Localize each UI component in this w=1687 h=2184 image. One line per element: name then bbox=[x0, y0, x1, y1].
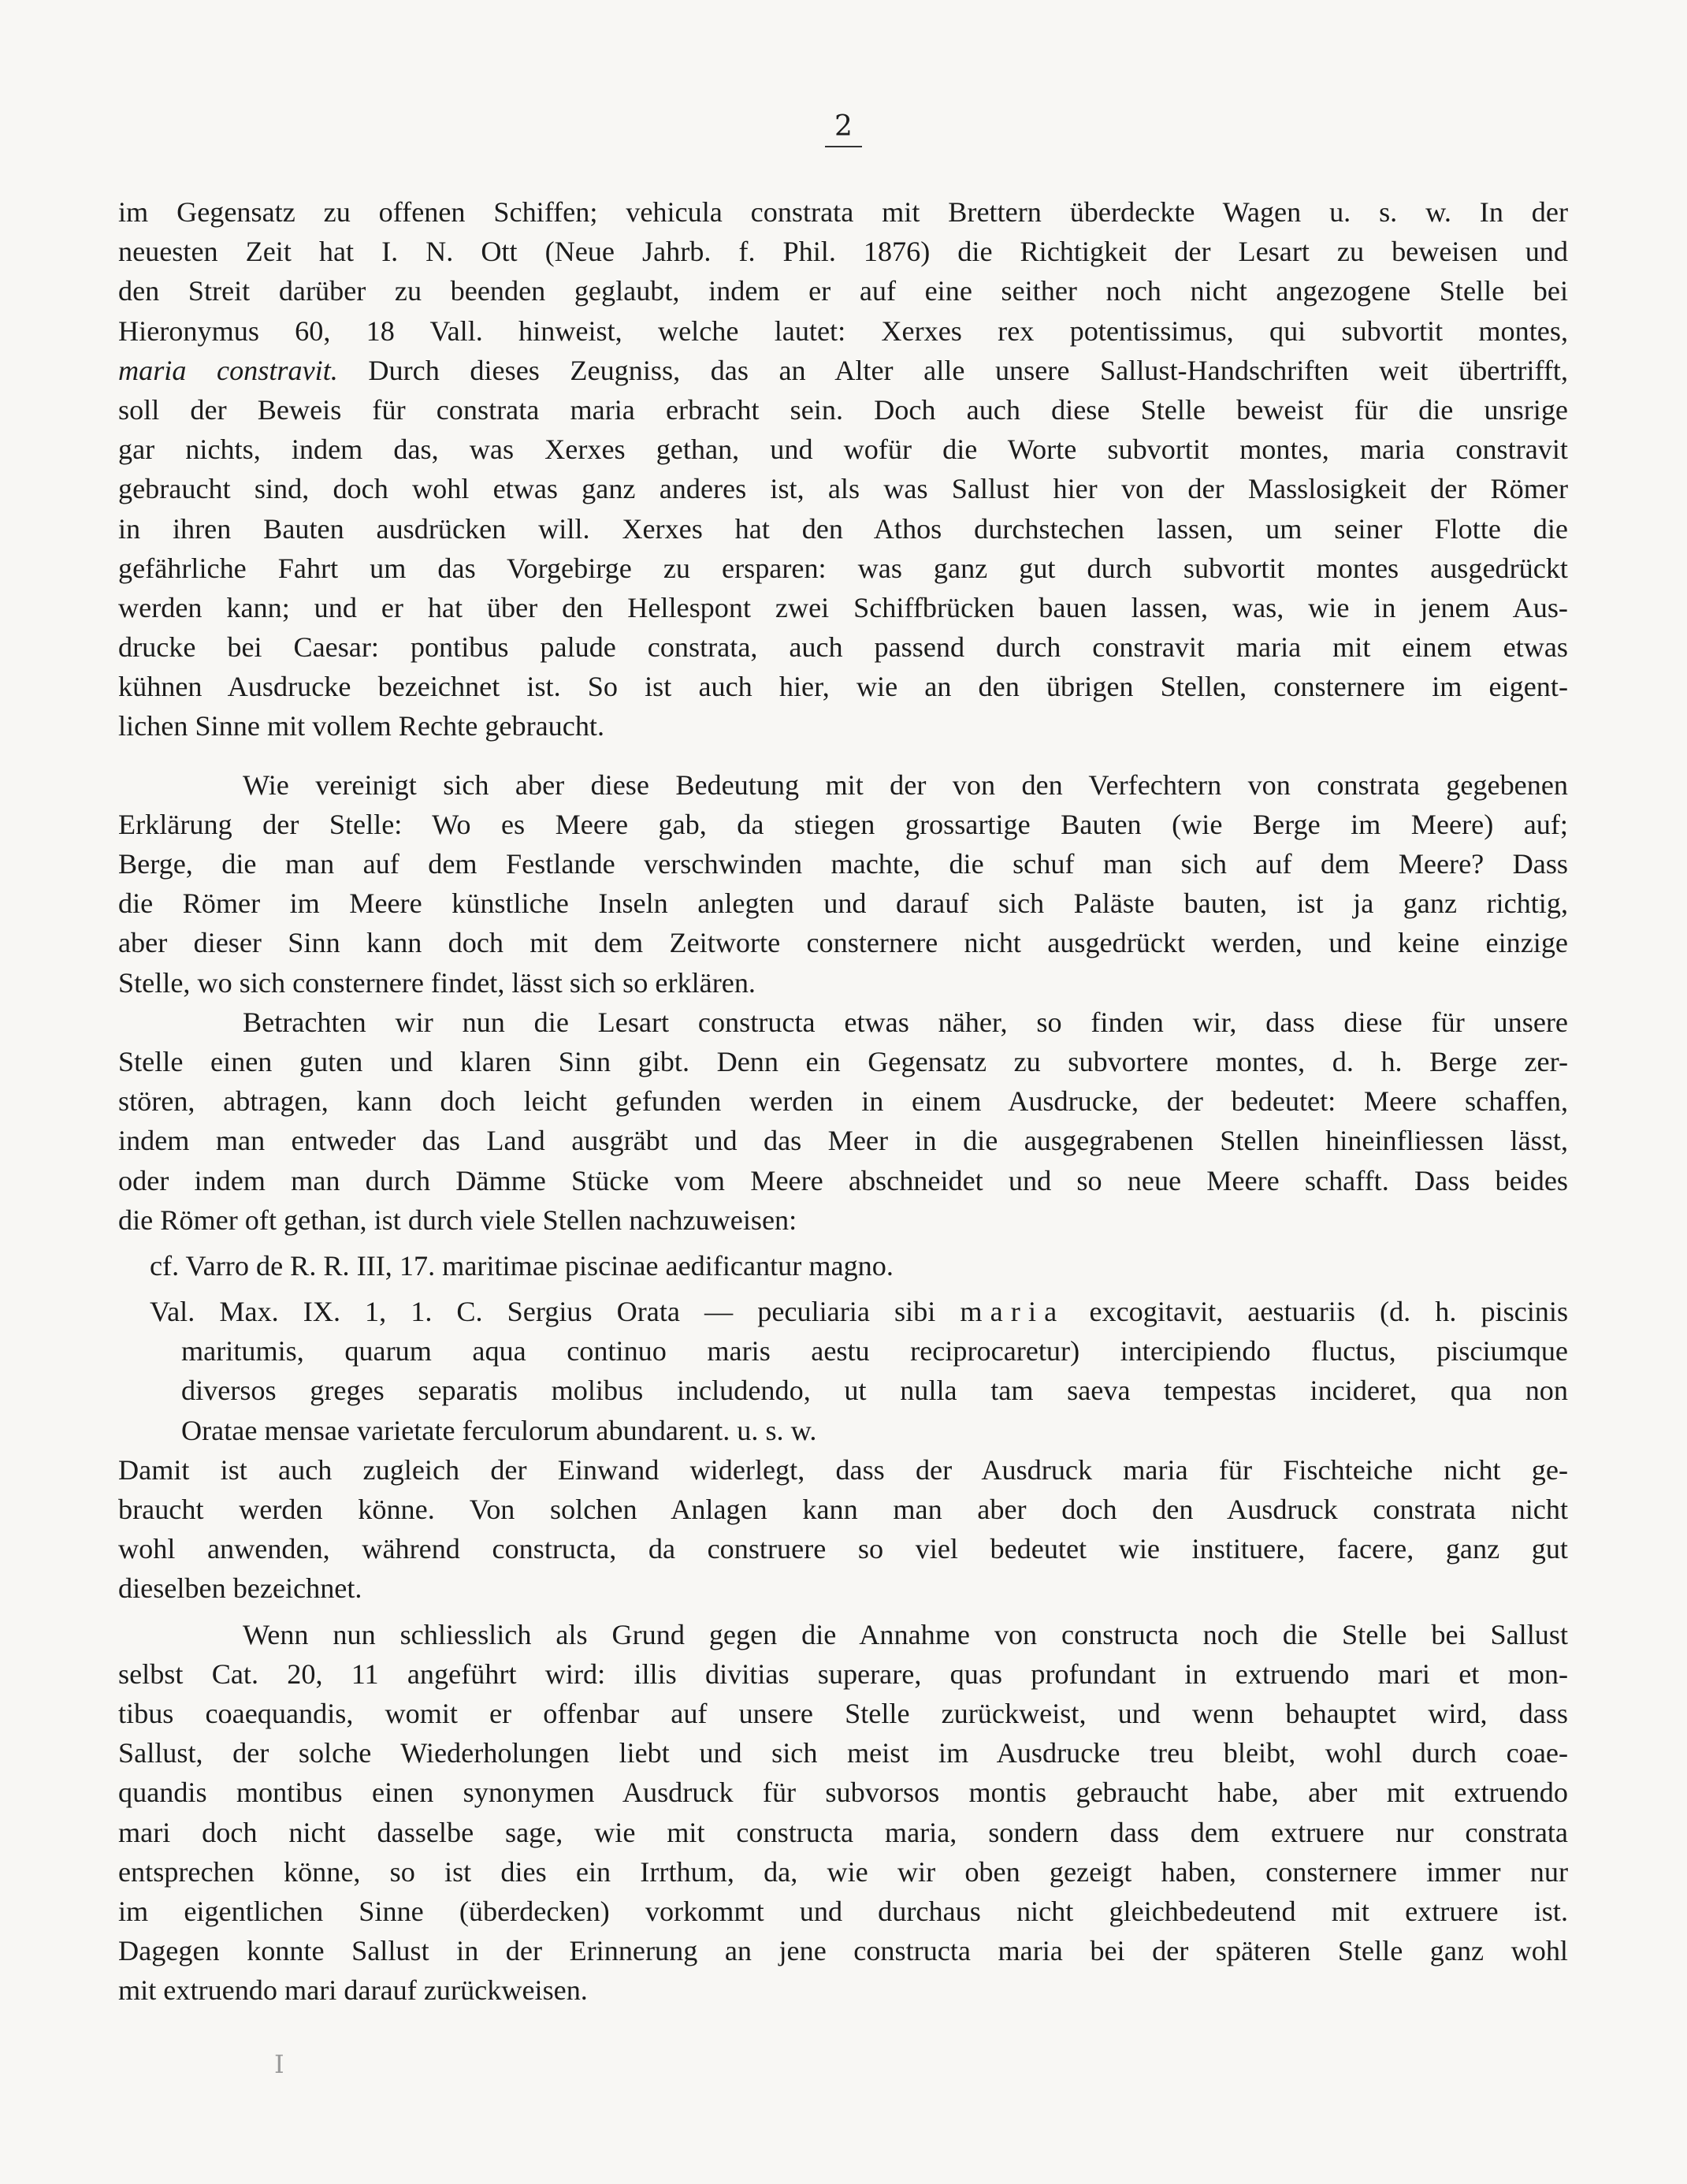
text-line: Berge, die man auf dem Festlande verschwinden machte, die schuf man sich auf dem Meere? Dass bbox=[118, 848, 1568, 880]
text-line: Stelle, wo sich consternere findet, lässt sich so erklären. bbox=[118, 966, 756, 999]
text-line: neuesten Zeit hat I. N. Ott (Neue Jahrb. f. Phil. 1876) die Richtigkeit der Lesart zu beweisen und bbox=[118, 236, 1568, 268]
citation-varro: cf. Varro de R. R. III, 17. maritimae piscinae aedificantur magno. bbox=[150, 1249, 894, 1282]
text-line: in ihren Bauten ausdrücken will. Xerxes hat den Athos durchstechen lassen, um seiner Flotte die bbox=[118, 512, 1568, 545]
text-line: quandis montibus einen synonymen Ausdruck für subvorsos montis gebraucht habe, aber mit extruendo bbox=[118, 1777, 1568, 1809]
text-line: die Römer im Meere künstliche Inseln anlegten und darauf sich Paläste bauten, ist ja ganz richtig, bbox=[118, 887, 1568, 920]
spaced-word: maria bbox=[960, 1296, 1065, 1328]
paragraph-3 bbox=[118, 1003, 1568, 1240]
text-line: Wenn nun schliesslich als Grund gegen die Annahme von constructa noch die Stelle bei Sallust bbox=[243, 1618, 1568, 1650]
paragraph-1 bbox=[118, 192, 1568, 746]
body-text bbox=[118, 192, 1568, 2010]
text-line: im Gegensatz zu offenen Schiffen; vehicula constrata mit Brettern überdeckte Wagen u. s. w. In der bbox=[118, 196, 1568, 228]
text-line: dieselben bezeichnet. bbox=[118, 1572, 362, 1605]
citation-line: diversos greges separatis molibus includendo, ut nulla tam saeva tempestas incideret, qua non bbox=[181, 1375, 1568, 1407]
text-line: im eigentlichen Sinne (überdecken) vorkommt und durchaus nicht gleichbedeutend mit extruere ist. bbox=[118, 1895, 1568, 1927]
text-line: drucke bei Caesar: pontibus palude constrata, auch passend durch constravit maria mit einem etwas bbox=[118, 631, 1568, 664]
text-line: Stelle einen guten und klaren Sinn gibt. Denn ein Gegensatz zu subvortere montes, d. h. Berge zer- bbox=[118, 1045, 1568, 1077]
text-line: lichen Sinne mit vollem Rechte gebraucht. bbox=[118, 710, 605, 742]
text-line: mari doch nicht dasselbe sage, wie mit constructa maria, sondern dass dem extruere nur constrata bbox=[118, 1816, 1568, 1848]
text-line: Damit ist auch zugleich der Einwand widerlegt, dass der Ausdruck maria für Fischteiche nicht ge- bbox=[118, 1453, 1568, 1486]
citations bbox=[118, 1246, 1568, 1450]
italic-quote: maria constravit. bbox=[118, 354, 338, 386]
text-line: aber dieser Sinn kann doch mit dem Zeitworte consternere nicht ausgedrückt werden, und keine einzige bbox=[118, 927, 1568, 959]
text-line: Sallust, der solche Wiederholungen liebt und sich meist im Ausdrucke treu bleibt, wohl durch coae- bbox=[118, 1737, 1568, 1769]
citation-line: Oratae mensae varietate ferculorum abundarent. u. s. w. bbox=[181, 1414, 817, 1446]
text-line: indem man entweder das Land ausgräbt und das Meer in die ausgegrabenen Stellen hineinfliessen lässt, bbox=[118, 1125, 1568, 1157]
text-line: soll der Beweis für constrata maria erbracht sein. Doch auch diese Stelle beweist für die unsrige bbox=[118, 393, 1568, 426]
page-number: 2 bbox=[0, 110, 1687, 147]
text-line: mit extruendo mari darauf zurückweisen. bbox=[118, 1974, 588, 2007]
text-line: stören, abtragen, kann doch leicht gefunden werden in einem Ausdrucke, der bedeutet: Meere schaffen, bbox=[118, 1085, 1568, 1118]
text-line: Erklärung der Stelle: Wo es Meere gab, da stiegen grossartige Bauten (wie Berge im Meere) auf; bbox=[118, 808, 1568, 840]
text-line: maria constravit. Durch dieses Zeugniss, das an Alter alle unsere Sallust-Handschriften weit übertrifft, bbox=[118, 354, 1568, 386]
citation-valerius-maximus: Val. Max. IX. 1, 1. C. Sergius Orata — peculiaria sibi maria excogitavit, aestuariis (d. h. piscinis bbox=[150, 1296, 1569, 1328]
text-line: braucht werden könne. Von solchen Anlagen kann man aber doch den Ausdruck constrata nicht bbox=[118, 1494, 1568, 1525]
text-line: Betrachten wir nun die Lesart constructa etwas näher, so finden wir, dass diese für unsere bbox=[243, 1006, 1568, 1038]
text-line: Hieronymus 60, 18 Vall. hinweist, welche lautet: Xerxes rex potentissimus, qui subvortit montes, bbox=[118, 314, 1568, 347]
corner-mark: I bbox=[274, 2049, 284, 2079]
text-line: Wie vereinigt sich aber diese Bedeutung mit der von den Verfechtern von constrata gegebenen bbox=[243, 768, 1568, 801]
text-line: gebraucht sind, doch wohl etwas ganz anderes ist, als was Sallust hier von der Masslosigkeit der Römer bbox=[118, 473, 1568, 505]
text-line: selbst Cat. 20, 11 angeführt wird: illis divitias superare, quas profundant in extruendo mari et mon- bbox=[118, 1658, 1568, 1690]
text-line: gefährliche Fahrt um das Vorgebirge zu ersparen: was ganz gut durch subvortit montes ausgedrückt bbox=[118, 552, 1568, 584]
paragraph-5 bbox=[118, 1615, 1568, 2011]
text-line: Dagegen konnte Sallust in der Erinnerung an jene constructa maria bei der späteren Stelle ganz wohl bbox=[118, 1935, 1568, 1967]
paragraph-4 bbox=[118, 1450, 1568, 1609]
text-line: oder indem man durch Dämme Stücke vom Meere abschneidet und so neue Meere schafft. Dass beides bbox=[118, 1164, 1568, 1196]
text-line: kühnen Ausdrucke bezeichnet ist. So ist auch hier, wie an den übrigen Stellen, consternere im eigent- bbox=[118, 671, 1568, 703]
text-line: tibus coaequandis, womit er offenbar auf unsere Stelle zurückweist, und wenn behauptet wird, dass bbox=[118, 1697, 1568, 1729]
text-line: die Römer oft gethan, ist durch viele Stellen nachzuweisen: bbox=[118, 1204, 797, 1236]
citation-line: maritumis, quarum aqua continuo maris aestu reciprocaretur) intercipiendo fluctus, pisciumque bbox=[181, 1335, 1568, 1367]
paragraph-2 bbox=[118, 765, 1568, 1003]
text-line: werden kann; und er hat über den Hellespont zwei Schiffbrücken bauen lassen, was, wie in jenem Aus- bbox=[118, 591, 1568, 623]
text-line: gar nichts, indem das, was Xerxes gethan, und wofür die Worte subvortit montes, maria constravit bbox=[118, 433, 1568, 466]
text-line: den Streit darüber zu beenden geglaubt, indem er auf eine seither noch nicht angezogene Stelle bei bbox=[118, 275, 1568, 307]
text-line: wohl anwenden, während constructa, da construere so viel bedeutet wie instituere, facere, ganz gut bbox=[118, 1533, 1568, 1565]
text-line: entsprechen könne, so ist dies ein Irrthum, da, wie wir oben gezeigt haben, consternere immer nur bbox=[118, 1855, 1568, 1888]
